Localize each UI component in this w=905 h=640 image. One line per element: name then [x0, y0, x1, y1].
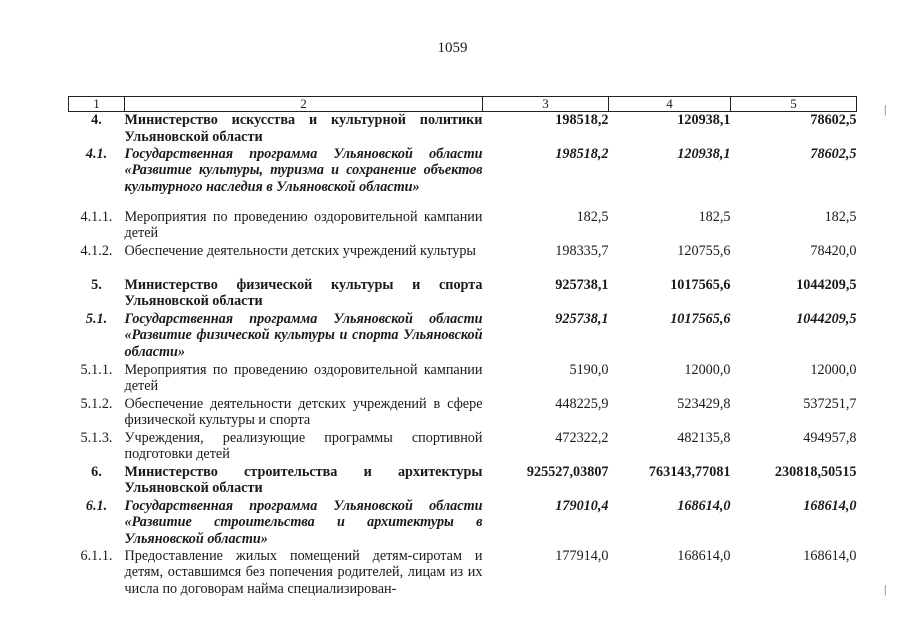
margin-mark: |: [884, 102, 887, 116]
value-column-4: 523429,8: [677, 395, 731, 412]
item-row: [69, 209, 857, 243]
value-column-5: 1044209,5: [796, 310, 857, 327]
row-description: Предоставление жилых помещений детям-сиротам и детям, оставшимся без попечения родителей, лицам из их числа по договорам найма специализирован-: [124, 547, 483, 597]
value-column-4: 168614,0: [677, 497, 731, 514]
row-number: 6.1.1.: [80, 547, 113, 564]
value-column-3: 177914,0: [555, 547, 609, 564]
value-column-4: 763143,77081: [648, 463, 731, 480]
ministry-row: [69, 112, 857, 146]
value-column-4: 12000,0: [684, 361, 731, 378]
value-column-4: 120755,6: [677, 242, 731, 259]
value-column-4: 120938,1: [677, 145, 731, 162]
row-number: 4.1.: [85, 145, 108, 162]
value-column-5: 537251,7: [803, 395, 857, 412]
item-row: [69, 396, 857, 430]
row-number: 5.: [91, 276, 102, 293]
item-row: [69, 430, 857, 464]
value-column-4: 1017565,6: [670, 276, 731, 293]
value-column-5: 12000,0: [810, 361, 857, 378]
column-header-1: 1: [69, 97, 125, 112]
value-column-3: 448225,9: [555, 395, 609, 412]
value-column-5: 230818,50515: [774, 463, 857, 480]
column-number-row: [69, 97, 857, 112]
value-column-5: 168614,0: [803, 497, 857, 514]
column-header-5: 5: [731, 97, 857, 112]
column-header-4: 4: [609, 97, 731, 112]
program-row: [69, 146, 857, 209]
value-column-4: 168614,0: [677, 547, 731, 564]
value-column-5: 1044209,5: [796, 276, 857, 293]
row-number: 5.1.1.: [80, 361, 113, 378]
value-column-4: 120938,1: [677, 112, 731, 128]
budget-table: [68, 96, 857, 597]
value-column-3: 179010,4: [555, 497, 609, 514]
value-column-5: 78602,5: [810, 112, 857, 128]
row-description: Государственная программа Ульяновской области «Развитие физической культуры и спорта Ульяновской области»: [124, 310, 483, 360]
value-column-3: 925738,1: [555, 310, 609, 327]
value-column-3: 472322,2: [555, 429, 609, 446]
value-column-3: 198335,7: [555, 242, 609, 259]
value-column-3: 925738,1: [555, 276, 609, 293]
ministry-row: [69, 464, 857, 498]
value-column-3: 198518,2: [555, 145, 609, 162]
row-number: 4.1.2.: [80, 242, 113, 259]
row-description: Учреждения, реализующие программы спортивной подготовки детей: [124, 429, 483, 463]
program-row: [69, 498, 857, 548]
row-number: 5.1.3.: [80, 429, 113, 446]
value-column-5: 78602,5: [810, 145, 857, 162]
row-number: 6.1.: [85, 497, 108, 514]
row-description: Обеспечение деятельности детских учреждений в сфере физической культуры и спорта: [124, 395, 483, 429]
value-column-3: 925527,03807: [526, 463, 609, 480]
value-column-5: 78420,0: [810, 242, 857, 259]
value-column-5: 494957,8: [803, 429, 857, 446]
page-number: 1059: [437, 40, 468, 56]
program-row: [69, 311, 857, 362]
row-number: 6.: [91, 463, 102, 480]
item-row: [69, 548, 857, 598]
value-column-5: 168614,0: [803, 547, 857, 564]
row-description: Обеспечение деятельности детских учреждений культуры: [124, 242, 476, 259]
margin-mark: |: [884, 582, 887, 596]
row-description: Мероприятия по проведению оздоровительной кампании детей: [124, 208, 483, 242]
row-description: Министерство строительства и архитектуры Ульяновской области: [124, 463, 483, 497]
row-description: Государственная программа Ульяновской области «Развитие строительства и архитектуры в Ульяновской области»: [124, 497, 483, 547]
value-column-3: 182,5: [576, 208, 609, 225]
row-number: 5.1.2.: [80, 395, 113, 412]
value-column-4: 182,5: [698, 208, 731, 225]
value-column-4: 482135,8: [677, 429, 731, 446]
value-column-4: 1017565,6: [670, 310, 731, 327]
row-description: Министерство искусства и культурной политики Ульяновской области: [124, 112, 483, 145]
row-description: Министерство физической культуры и спорта Ульяновской области: [124, 276, 483, 310]
row-description: Мероприятия по проведению оздоровительной кампании детей: [124, 361, 483, 395]
value-column-3: 198518,2: [555, 112, 609, 128]
row-description: Государственная программа Ульяновской области «Развитие культуры, туризма и сохранение объектов культурного наследия в Ульяновской области»: [124, 145, 483, 195]
value-column-3: 5190,0: [569, 361, 609, 378]
row-number: 5.1.: [85, 310, 108, 327]
value-column-5: 182,5: [824, 208, 857, 225]
item-row: [69, 362, 857, 396]
column-header-2: 2: [125, 97, 483, 112]
ministry-row: [69, 277, 857, 311]
row-number: 4.: [91, 112, 102, 128]
column-header-3: 3: [483, 97, 609, 112]
row-number: 4.1.1.: [80, 208, 113, 225]
item-row: [69, 243, 857, 277]
